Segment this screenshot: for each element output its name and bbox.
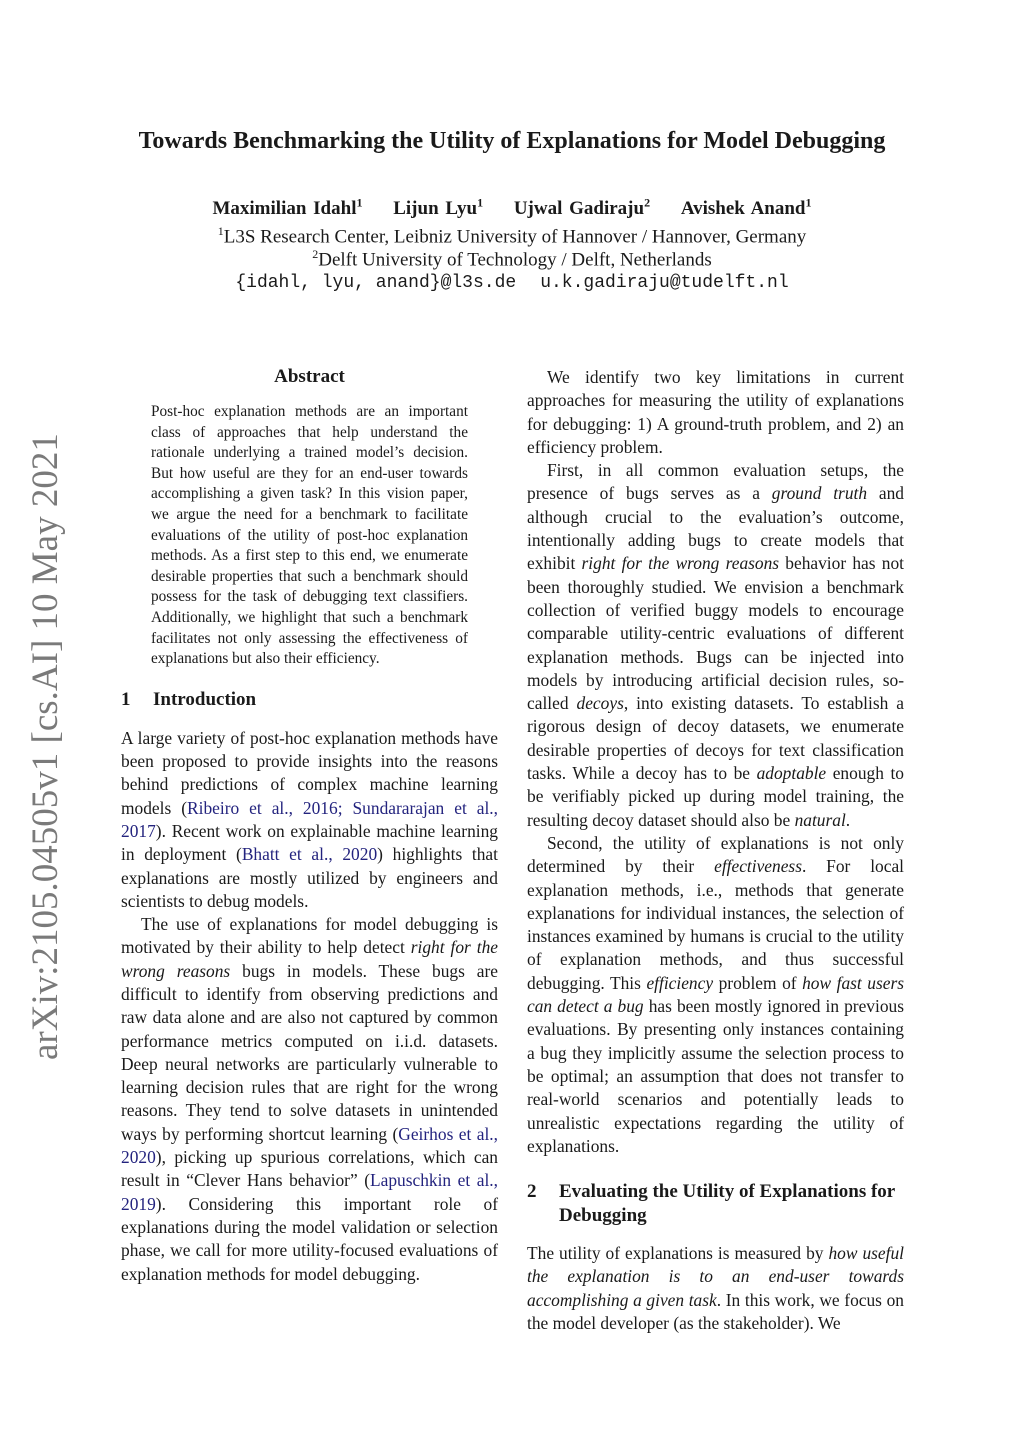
ground-truth-paragraph: First, in all common evaluation setups, the presence of bugs serves as a ground truth and although crucial to the evaluation’s outcome, intentionally adding bugs to create models that exhibit right for the wrong reasons behavior has not been thoroughly studied. We envision a benchmark collection of verified buggy models to encourage comparable utility-centric evaluations of different explanation methods. Bugs can be injected into models by introducing artificial decision rules, so-called decoys, into existing datasets. To establish a rigorous design of decoy datasets, we enumerate desirable properties of decoys for text classification tasks. While a decoy has to be adoptable enough to be verifiably picked up during model training, the resulting decoy dataset should also be natural. (527, 460, 904, 830)
email[interactable]: u.k.gadiraju@tudelft.nl (540, 273, 789, 293)
limitations-paragraph: We identify two key limitations in current approaches for measuring the utility of explanations for debugging: 1) A ground-truth problem, and 2) an efficiency problem. (527, 367, 904, 457)
section-heading-introduction: 1 Introduction (121, 688, 257, 710)
abstract-text: Post-hoc explanation methods are an important class of approaches that help understand the rationale underlying a trained model’s decision. But how useful are they for an end-user towards accomplishing a given task? In this vision paper, we argue the need for a benchmark to facilitate evaluations of the utility of post-hoc explanation methods. As a first step to this end, we enumerate desirable properties that such a benchmark should possess for the task of debugging text classifiers. Additionally, we highlight that such a benchmark facilitates not only assessing the effectiveness of explanations but also their efficiency. (151, 403, 468, 668)
efficiency-paragraph: Second, the utility of explanations is not only determined by their effectiveness. For local explanation methods, i.e., methods that generate explanations for individual instances, the selection of instances examined by humans is crucial to the utility of explanation methods, and thus successful debugging. This efficiency problem of how fast users can detect a bug has been mostly ignored in previous evaluations. By presenting only instances containing a bug they implicitly assume the selection process to be optimal; an assumption that does not transfer to real-world scenarios and potentially leads to unrealistic expectations regarding the utility of explanations. (527, 832, 905, 1156)
author: Lijun Lyu$^1$ (393, 196, 484, 220)
author: Avishek Anand$^1$ (680, 196, 812, 220)
citation-link[interactable]: Bhatt et al., 2020 (241, 844, 378, 865)
citation-link[interactable]: Geirhos et al., 2020 (121, 1123, 498, 1168)
email[interactable]: {idahl, lyu, anand}@l3s.de (235, 273, 517, 293)
section-heading-evaluating: 2 Evaluating the Utility of Explanations for Debugging (527, 1181, 895, 1227)
section-2-paragraph-1: The utility of explanations is measured by how useful the explanation is to an end-user towards accomplishing a given task. In this work, we focus on the model developer (as the stakeholder). We (527, 1243, 904, 1333)
abstract-heading: Abstract (274, 366, 345, 387)
arxiv-stamp: arXiv:2105.04505v1 [cs.AI] 10 May 2021 (25, 433, 66, 1060)
author: Maximilian Idahl$^1$ (212, 196, 363, 220)
email-line (0, 273, 1024, 293)
citation-link[interactable]: Lapuschkin et al., 2019 (121, 1170, 498, 1214)
right-column (527, 366, 904, 1335)
affiliation-2: $^2$Delft University of Technology / Delft, Netherlands (312, 247, 712, 271)
affiliation-1: $^1$L3S Research Center, Leibniz University of Hannover / Hannover, Germany (217, 224, 807, 248)
author-list (0, 196, 1024, 220)
intro-paragraph-2: The use of explanations for model debugging is motivated by their ability to help detect right for the wrong reasons bugs in models. These bugs are difficult to identify from observing predictions and raw data alone and are also not captured by common performance metrics computed on i.i.d. datasets. Deep neural networks are particularly vulnerable to learning decision rules that are right for the wrong reasons. They tend to solve datasets in unintended ways by performing shortcut learning (Geirhos et al., 2020), picking up spurious correlations, which can result in “Clever Hans behavior” (Lapuschkin et al., 2019). Considering this important role of explanations during the model validation or selection phase, we call for more utility-focused evaluations of explanation methods for model debugging. (121, 914, 499, 1284)
paper-title: Towards Benchmarking the Utility of Explanations for Model Debugging (138, 128, 886, 154)
author: Ujwal Gadiraju$^2$ (513, 196, 651, 220)
left-column (121, 366, 498, 1286)
citation-link[interactable]: Ribeiro et al., 2016; Sundararajan et al., 2017 (121, 797, 499, 841)
intro-paragraph-1: A large variety of post-hoc explanation methods have been proposed to provide insights into the reasons behind predictions of complex machine learning models (Ribeiro et al., 2016; Sundararajan et al., 2017). Recent work on explainable machine learning in deployment (Bhatt et al., 2020) highlights that explanations are mostly utilized by engineers and scientists to debug models. (121, 727, 499, 911)
